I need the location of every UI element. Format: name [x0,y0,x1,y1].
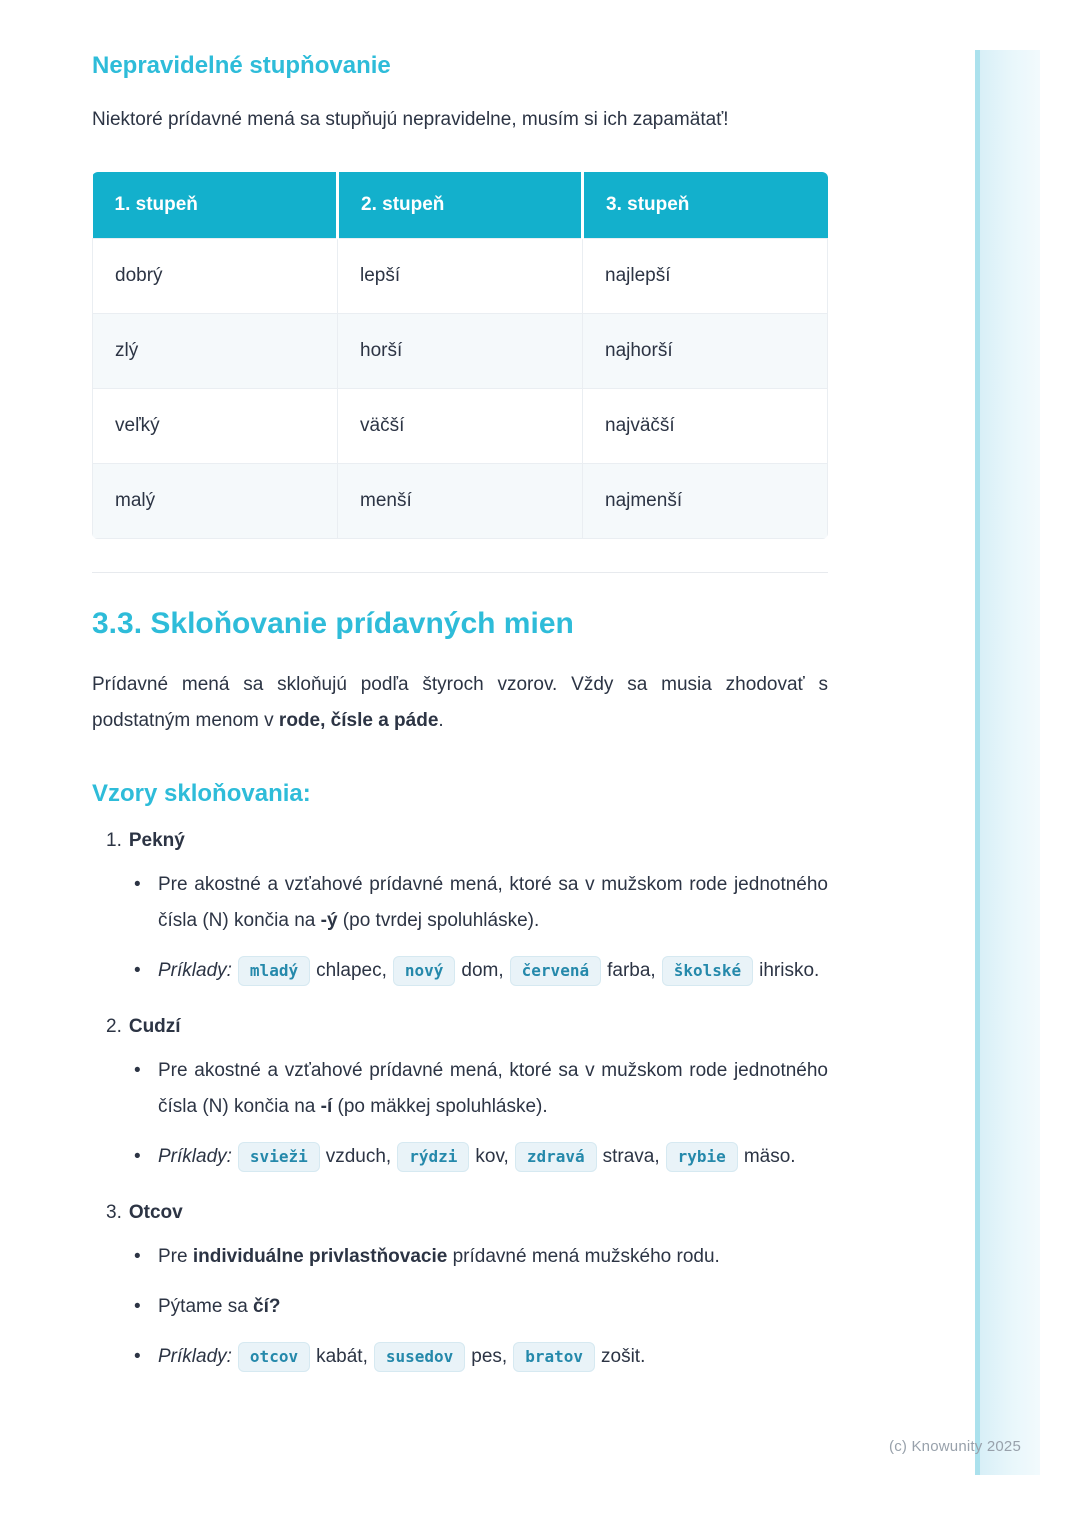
example-chip: červená [510,956,601,986]
rule-bold-text: individuálne privlastňovacie [192,1246,448,1267]
table-header-cell: 1. stupeň [93,172,338,239]
rule-bold-text: -í [320,1096,333,1117]
rule-text: Pýtame sa [158,1296,254,1317]
side-accent-panel [975,50,1040,1475]
table-cell: najmenší [583,464,828,539]
example-chip: bratov [513,1342,595,1372]
rule-text: Pre [158,1246,193,1267]
pattern-name: Cudzí [128,1016,181,1037]
table-cell: horší [338,314,583,389]
table-header-cell: 2. stupeň [338,172,583,239]
table-cell: lepší [338,239,583,314]
example-text: farba, [607,960,656,981]
intro-bold-text: rode, čísle a páde [278,710,439,731]
pattern-item-cudzi [106,1015,828,1175]
example-chip: susedov [374,1342,465,1372]
example-chip: rýdzi [397,1142,469,1172]
pattern-examples [132,1139,828,1175]
table-cell: malý [93,464,338,539]
table-row [93,464,828,539]
pattern-examples [132,953,828,989]
example-text: mäso. [743,1146,796,1167]
pattern-list [92,829,828,1375]
table-cell: najhorší [583,314,828,389]
example-chip: nový [393,956,456,986]
pattern-item-otcov [106,1201,828,1375]
example-chip: otcov [238,1342,310,1372]
example-text: zošit. [601,1346,646,1367]
pattern-title [106,829,828,853]
rule-bold-text: čí? [253,1296,281,1317]
rule-text: Pre akostné a vzťahové prídavné mená, ktoré sa v mužskom rode jednotného čísla (N) končia na [158,874,828,931]
examples-label: Príklady: [158,1346,232,1367]
rule-text: Pre akostné a vzťahové prídavné mená, ktoré sa v mužskom rode jednotného čísla (N) končia na [158,1060,828,1117]
table-cell: menší [338,464,583,539]
pattern-rule [132,1239,828,1275]
example-chip: mladý [238,956,310,986]
document-content [92,0,828,1375]
declension-intro-paragraph [92,667,828,739]
example-text: kov, [475,1146,509,1167]
table-row [93,389,828,464]
section-divider [92,572,828,573]
pattern-name: Otcov [128,1202,183,1223]
table-header-cell: 3. stupeň [583,172,828,239]
pattern-name: Pekný [128,830,185,851]
irregular-intro-paragraph: Niektoré prídavné mená sa stupňujú nepravidelne, musím si ich zapamätať! [92,109,729,130]
rule-text: (po mäkkej spoluhláske). [332,1096,548,1117]
intro-text: . [438,710,444,731]
pattern-points [106,867,828,989]
heading-irregular-comparison: Nepravidelné stupňovanie [92,52,391,79]
example-text: chlapec, [316,960,387,981]
heading-declension-section: 3.3. Skloňovanie prídavných mien [92,607,574,640]
pattern-title [106,1201,828,1225]
pattern-title [106,1015,828,1039]
example-text: vzduch, [325,1146,392,1167]
table-cell: najlepší [583,239,828,314]
example-text: ihrisko. [759,960,820,981]
example-text: strava, [602,1146,660,1167]
heading-declension-patterns: Vzory skloňovania: [92,780,311,807]
pattern-rule [132,1053,828,1125]
examples-label: Príklady: [158,1146,232,1167]
pattern-number: 2. [106,1016,122,1037]
table-cell: najväčší [583,389,828,464]
intro-text: Prídavné mená sa skloňujú podľa štyroch vzorov. Vždy sa musia zhodovať s podstatným menom v [92,674,828,731]
table-cell: zlý [93,314,338,389]
table-row [93,239,828,314]
pattern-number: 3. [106,1202,122,1223]
comparison-table [92,172,828,539]
table-cell: veľký [93,389,338,464]
table-cell: dobrý [93,239,338,314]
pattern-examples [132,1339,828,1375]
pattern-number: 1. [106,830,122,851]
pattern-points [106,1053,828,1175]
examples-label: Príklady: [158,960,232,981]
example-chip: zdravá [515,1142,597,1172]
example-chip: školské [662,956,753,986]
pattern-rule [132,1289,828,1325]
example-text: dom, [461,960,504,981]
table-cell: väčší [338,389,583,464]
pattern-points [106,1239,828,1375]
comparison-table-wrapper [92,172,828,539]
pattern-item-pekny [106,829,828,989]
table-row [93,314,828,389]
example-chip: svieži [238,1142,320,1172]
example-text: kabát, [316,1346,368,1367]
pattern-rule [132,867,828,939]
table-header-row [93,172,828,239]
rule-text: prídavné mená mužského rodu. [447,1246,720,1267]
rule-text: (po tvrdej spoluhláske). [337,910,540,931]
example-text: pes, [471,1346,508,1367]
rule-bold-text: -ý [320,910,338,931]
example-chip: rybie [666,1142,738,1172]
copyright-text: (c) Knowunity 2025 [889,1438,1022,1455]
